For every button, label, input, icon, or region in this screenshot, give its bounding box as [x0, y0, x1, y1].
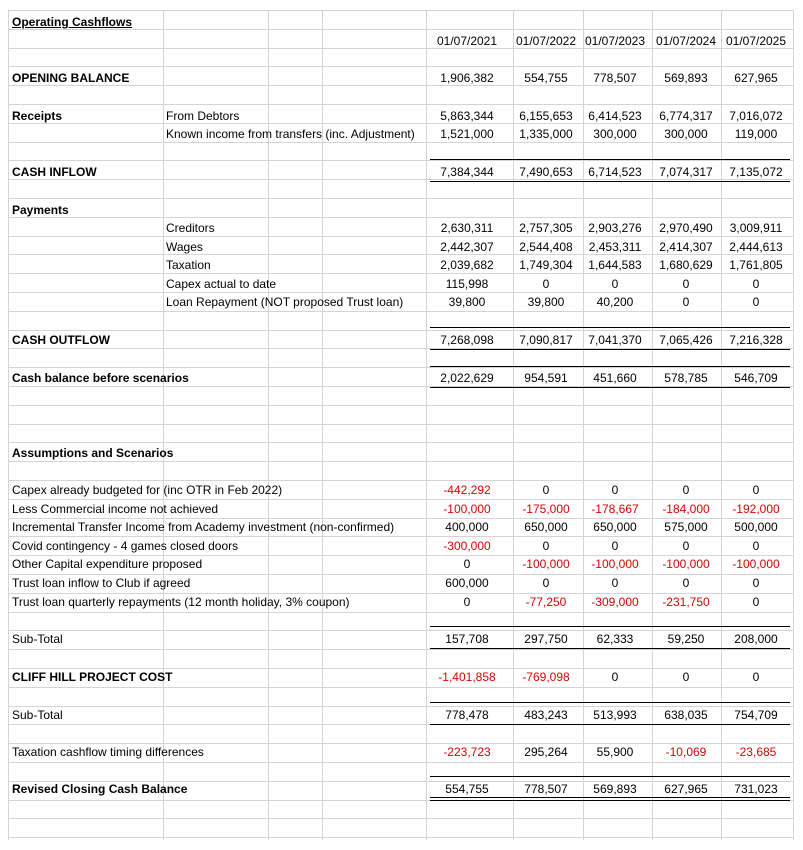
row-label: Revised Closing Cash Balance: [12, 782, 188, 796]
grid-row-line: [8, 10, 794, 11]
total-rule: [430, 366, 790, 367]
value-cell: 0: [542, 483, 550, 497]
grid-row-line: [8, 311, 794, 312]
value-cell: 7,065,426: [659, 333, 713, 347]
row-label: CLIFF HILL PROJECT COST: [12, 670, 173, 684]
total-rule: [430, 776, 790, 777]
value-cell: -309,000: [591, 595, 639, 609]
value-cell: 0: [611, 483, 619, 497]
value-cell: 62,333: [596, 632, 634, 646]
row-label: From Debtors: [166, 109, 240, 123]
value-cell: 7,135,072: [729, 165, 783, 179]
value-cell: 2,453,311: [588, 240, 642, 254]
grid-row-line: [8, 630, 794, 631]
value-cell: 59,250: [667, 632, 705, 646]
grid-row-line: [8, 123, 794, 124]
value-cell: -178,667: [591, 502, 639, 516]
value-cell: -1,401,858: [438, 670, 496, 684]
row-label: Trust loan inflow to Club if agreed: [12, 576, 191, 590]
grid-row-line: [8, 217, 794, 218]
total-rule: [430, 387, 790, 388]
value-cell: 954,591: [524, 371, 568, 385]
value-cell: 6,774,317: [659, 109, 713, 123]
grid-row-line: [8, 367, 794, 368]
grid-row-line: [8, 85, 794, 86]
grid-row-line: [8, 198, 794, 199]
grid-row-line: [8, 29, 794, 30]
total-rule: [430, 349, 790, 350]
value-cell: 6,714,523: [588, 165, 642, 179]
value-cell: 1,761,805: [729, 258, 783, 272]
total-rule: [430, 181, 790, 182]
grid-row-line: [8, 649, 794, 650]
grid-row-line: [8, 706, 794, 707]
total-rule: [430, 159, 790, 160]
grid-column-line: [163, 10, 164, 840]
grid-row-line: [8, 254, 794, 255]
value-cell: 0: [611, 539, 619, 553]
value-cell: 2,039,682: [440, 258, 494, 272]
value-cell: 2,414,307: [659, 240, 713, 254]
value-cell: 0: [611, 277, 619, 291]
value-cell: 483,243: [524, 708, 568, 722]
value-cell: 1,680,629: [659, 258, 713, 272]
row-label: Covid contingency - 4 games closed doors: [12, 539, 239, 553]
value-cell: -100,000: [732, 557, 780, 571]
row-label: Wages: [166, 240, 203, 254]
date-header: 01/07/2022: [515, 34, 577, 48]
value-cell: 2,022,629: [440, 371, 494, 385]
row-label: Capex already budgeted for (inc OTR in Feb 2022): [12, 483, 283, 497]
row-label: Less Commercial income not achieved: [12, 502, 219, 516]
value-cell: 650,000: [593, 520, 637, 534]
value-cell: -100,000: [662, 557, 710, 571]
value-cell: -77,250: [525, 595, 567, 609]
grid-row-line: [8, 48, 794, 49]
value-cell: -231,750: [662, 595, 710, 609]
value-cell: 0: [752, 277, 760, 291]
value-cell: 0: [682, 277, 690, 291]
value-cell: 39,800: [527, 295, 565, 309]
grid-row-line: [8, 555, 794, 556]
value-cell: 7,216,328: [729, 333, 783, 347]
value-cell: 778,507: [593, 71, 637, 85]
value-cell: 7,490,653: [519, 165, 573, 179]
value-cell: 295,264: [524, 745, 568, 759]
grid-row-line: [8, 593, 794, 594]
grid-row-line: [8, 499, 794, 500]
value-cell: -100,000: [522, 557, 570, 571]
value-cell: 1,749,304: [519, 258, 573, 272]
value-cell: 157,708: [445, 632, 489, 646]
value-cell: 300,000: [593, 127, 637, 141]
value-cell: 554,755: [445, 782, 489, 796]
grid-row-line: [8, 273, 794, 274]
value-cell: -100,000: [443, 502, 491, 516]
total-rule: [430, 648, 790, 649]
value-cell: 40,200: [596, 295, 634, 309]
grid-row-line: [8, 424, 794, 425]
value-cell: 39,800: [448, 295, 486, 309]
grid-row-line: [8, 236, 794, 237]
value-cell: 731,023: [734, 782, 778, 796]
value-cell: 575,000: [664, 520, 708, 534]
value-cell: 0: [752, 483, 760, 497]
row-label: Capex actual to date: [166, 277, 277, 291]
value-cell: -184,000: [662, 502, 710, 516]
grid-row-line: [8, 668, 794, 669]
grid-row-line: [8, 160, 794, 161]
value-cell: 778,478: [445, 708, 489, 722]
total-rule: [430, 797, 790, 798]
value-cell: 208,000: [734, 632, 778, 646]
receipts-header: Receipts: [12, 109, 63, 123]
value-cell: 0: [752, 295, 760, 309]
value-cell: 0: [682, 483, 690, 497]
row-label: Taxation cashflow timing differences: [12, 745, 204, 759]
value-cell: -100,000: [591, 557, 639, 571]
value-cell: 7,384,344: [440, 165, 494, 179]
grid-row-line: [8, 405, 794, 406]
grid-row-line: [8, 687, 794, 688]
grid-column-line: [426, 10, 427, 840]
value-cell: 2,630,311: [440, 221, 494, 235]
row-label: Other Capital expenditure proposed: [12, 557, 203, 571]
value-cell: 7,268,098: [440, 333, 494, 347]
value-cell: 0: [682, 539, 690, 553]
value-cell: 115,998: [445, 277, 489, 291]
value-cell: -442,292: [443, 483, 491, 497]
value-cell: 55,900: [596, 745, 634, 759]
payments-header: Payments: [12, 203, 69, 217]
sheet-title: Operating Cashflows: [12, 15, 133, 29]
value-cell: 554,755: [524, 71, 568, 85]
value-cell: 7,090,817: [519, 333, 573, 347]
grid-row-line: [8, 66, 794, 67]
value-cell: 300,000: [664, 127, 708, 141]
total-rule: [430, 702, 790, 703]
value-cell: 1,521,000: [440, 127, 494, 141]
value-cell: 0: [542, 539, 550, 553]
row-label: CASH INFLOW: [12, 165, 97, 179]
row-label: Sub-Total: [12, 632, 63, 646]
value-cell: 3,009,911: [729, 221, 783, 235]
row-label: Sub-Total: [12, 708, 63, 722]
value-cell: 569,893: [664, 71, 708, 85]
grid-row-line: [8, 518, 794, 519]
value-cell: 627,965: [734, 71, 778, 85]
value-cell: -769,098: [522, 670, 570, 684]
value-cell: 297,750: [524, 632, 568, 646]
value-cell: 0: [682, 295, 690, 309]
value-cell: 7,074,317: [659, 165, 713, 179]
value-cell: 7,041,370: [588, 333, 642, 347]
value-cell: 569,893: [593, 782, 637, 796]
value-cell: 2,757,305: [519, 221, 573, 235]
value-cell: -10,069: [665, 745, 707, 759]
value-cell: 119,000: [734, 127, 778, 141]
grid-row-line: [8, 292, 794, 293]
grid-row-line: [8, 104, 794, 105]
row-label: Trust loan quarterly repayments (12 month holiday, 3% coupon): [12, 595, 350, 609]
value-cell: 638,035: [664, 708, 708, 722]
value-cell: 0: [752, 539, 760, 553]
value-cell: 1,644,583: [588, 258, 642, 272]
value-cell: 2,444,613: [729, 240, 783, 254]
value-cell: 2,442,307: [440, 240, 494, 254]
date-header: 01/07/2023: [584, 34, 646, 48]
value-cell: 1,906,382: [440, 71, 494, 85]
value-cell: 754,709: [734, 708, 778, 722]
value-cell: -175,000: [522, 502, 570, 516]
value-cell: 1,335,000: [519, 127, 573, 141]
value-cell: 2,544,408: [519, 240, 573, 254]
total-rule: [430, 800, 790, 801]
value-cell: 2,903,276: [588, 221, 642, 235]
value-cell: 0: [752, 595, 760, 609]
grid-row-line: [8, 743, 794, 744]
grid-row-line: [8, 612, 794, 613]
grid-row-line: [8, 536, 794, 537]
row-label: Incremental Transfer Income from Academy investment (non-confirmed): [12, 520, 395, 534]
grid-row-line: [8, 179, 794, 180]
date-header: 01/07/2024: [655, 34, 717, 48]
value-cell: 600,000: [445, 576, 489, 590]
value-cell: 0: [611, 576, 619, 590]
value-cell: 0: [542, 576, 550, 590]
date-header: 01/07/2025: [725, 34, 787, 48]
value-cell: 0: [682, 670, 690, 684]
value-cell: 0: [752, 670, 760, 684]
value-cell: -300,000: [443, 539, 491, 553]
total-rule: [430, 724, 790, 725]
grid-row-line: [8, 837, 794, 838]
value-cell: 0: [463, 557, 471, 571]
total-rule: [430, 327, 790, 328]
total-rule: [430, 626, 790, 627]
value-cell: 627,965: [664, 782, 708, 796]
grid-row-line: [8, 762, 794, 763]
row-label: Creditors: [166, 221, 215, 235]
value-cell: 400,000: [445, 520, 489, 534]
grid-row-line: [8, 574, 794, 575]
value-cell: 7,016,072: [729, 109, 783, 123]
grid-column-line: [8, 10, 9, 840]
value-cell: 0: [542, 277, 550, 291]
value-cell: 546,709: [734, 371, 778, 385]
assumptions-header: Assumptions and Scenarios: [12, 446, 174, 460]
value-cell: 0: [611, 670, 619, 684]
value-cell: 650,000: [524, 520, 568, 534]
grid-row-line: [8, 480, 794, 481]
value-cell: 0: [752, 576, 760, 590]
grid-row-line: [8, 818, 794, 819]
value-cell: 2,970,490: [659, 221, 713, 235]
row-label: Taxation: [166, 258, 211, 272]
value-cell: 6,155,653: [519, 109, 573, 123]
row-label: CASH OUTFLOW: [12, 333, 110, 347]
value-cell: 578,785: [664, 371, 708, 385]
value-cell: 0: [463, 595, 471, 609]
value-cell: -192,000: [732, 502, 780, 516]
grid-row-line: [8, 442, 794, 443]
value-cell: 500,000: [734, 520, 778, 534]
value-cell: 451,660: [593, 371, 637, 385]
row-label: Loan Repayment (NOT proposed Trust loan): [166, 295, 404, 309]
value-cell: -223,723: [443, 745, 491, 759]
grid-row-line: [8, 330, 794, 331]
row-label: Cash balance before scenarios: [12, 371, 189, 385]
row-label: OPENING BALANCE: [12, 71, 130, 85]
grid-row-line: [8, 142, 794, 143]
value-cell: 778,507: [524, 782, 568, 796]
value-cell: 0: [682, 576, 690, 590]
value-cell: -23,685: [735, 745, 777, 759]
grid-row-line: [8, 461, 794, 462]
row-label: Known income from transfers (inc. Adjustment): [166, 127, 415, 141]
value-cell: 6,414,523: [588, 109, 642, 123]
value-cell: 5,863,344: [440, 109, 494, 123]
value-cell: 513,993: [593, 708, 637, 722]
date-header: 01/07/2021: [436, 34, 498, 48]
